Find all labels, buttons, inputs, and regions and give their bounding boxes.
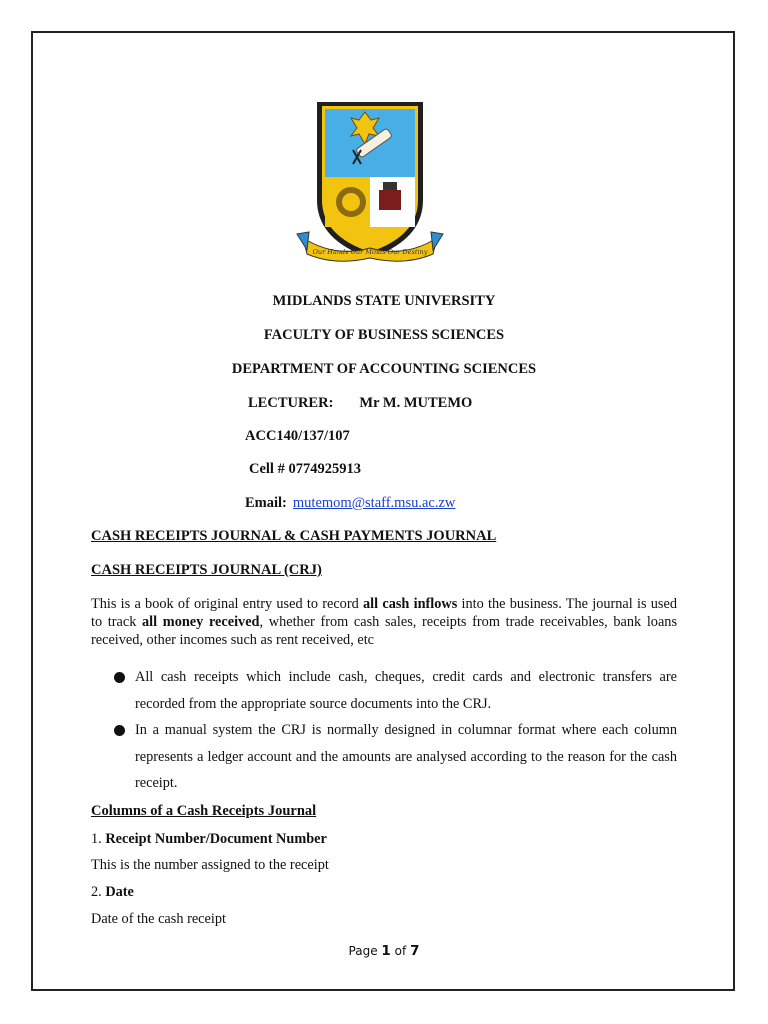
column-item-desc: Date of the cash receipt	[91, 911, 226, 927]
lecturer-line	[248, 395, 472, 412]
university-name: MIDLANDS STATE UNIVERSITY	[272, 293, 496, 309]
list-item: All cash receipts which include cash, cheques, credit cards and electronic transfers are recorded from the appropriate source documents into the CRJ.	[110, 664, 677, 717]
intro-paragraph: This is a book of original entry used to record all cash inflows into the business. The journal is used to track all money received, whether from cash sales, receipts from trade receivables, bank loans received, other incomes such as rent received, etc	[91, 596, 678, 648]
page-footer: Page 1 of 7	[348, 943, 420, 959]
university-crest	[295, 98, 445, 264]
email-link[interactable]: mutemom@staff.msu.ac.zw	[292, 495, 456, 511]
columns-heading: Columns of a Cash Receipts Journal	[91, 803, 317, 819]
email-line	[245, 495, 455, 512]
list-item: In a manual system the CRJ is normally designed in columnar format where each column represents a ledger account and the amounts are analysed according to the reason for the cash receipt.	[110, 717, 677, 797]
crj-heading: CASH RECEIPTS JOURNAL (CRJ)	[91, 562, 322, 578]
bullet-icon	[114, 672, 125, 683]
lecturer-name: Mr M. MUTEMO	[359, 395, 473, 411]
column-item-title: 2. Date	[91, 884, 134, 900]
page-total: 7	[410, 943, 420, 959]
page-number: 1	[381, 943, 391, 959]
faculty-name: FACULTY OF BUSINESS SCIENCES	[263, 327, 505, 343]
email-label: Email:	[245, 495, 287, 511]
column-item-desc: This is the number assigned to the receipt	[91, 857, 329, 873]
document-title: CASH RECEIPTS JOURNAL & CASH PAYMENTS JOURNAL	[91, 528, 497, 544]
department-name: DEPARTMENT OF ACCOUNTING SCIENCES	[231, 361, 537, 377]
cell-number: Cell # 0774925913	[249, 461, 361, 477]
bullet-icon	[114, 725, 125, 736]
bullet-list	[110, 664, 677, 797]
crest-motto: Our Hands Our Minds Our Destiny	[312, 248, 428, 256]
course-code: ACC140/137/107	[245, 428, 350, 444]
column-item-title: 1. Receipt Number/Document Number	[91, 831, 327, 847]
lecturer-label: LECTURER:	[248, 395, 334, 411]
